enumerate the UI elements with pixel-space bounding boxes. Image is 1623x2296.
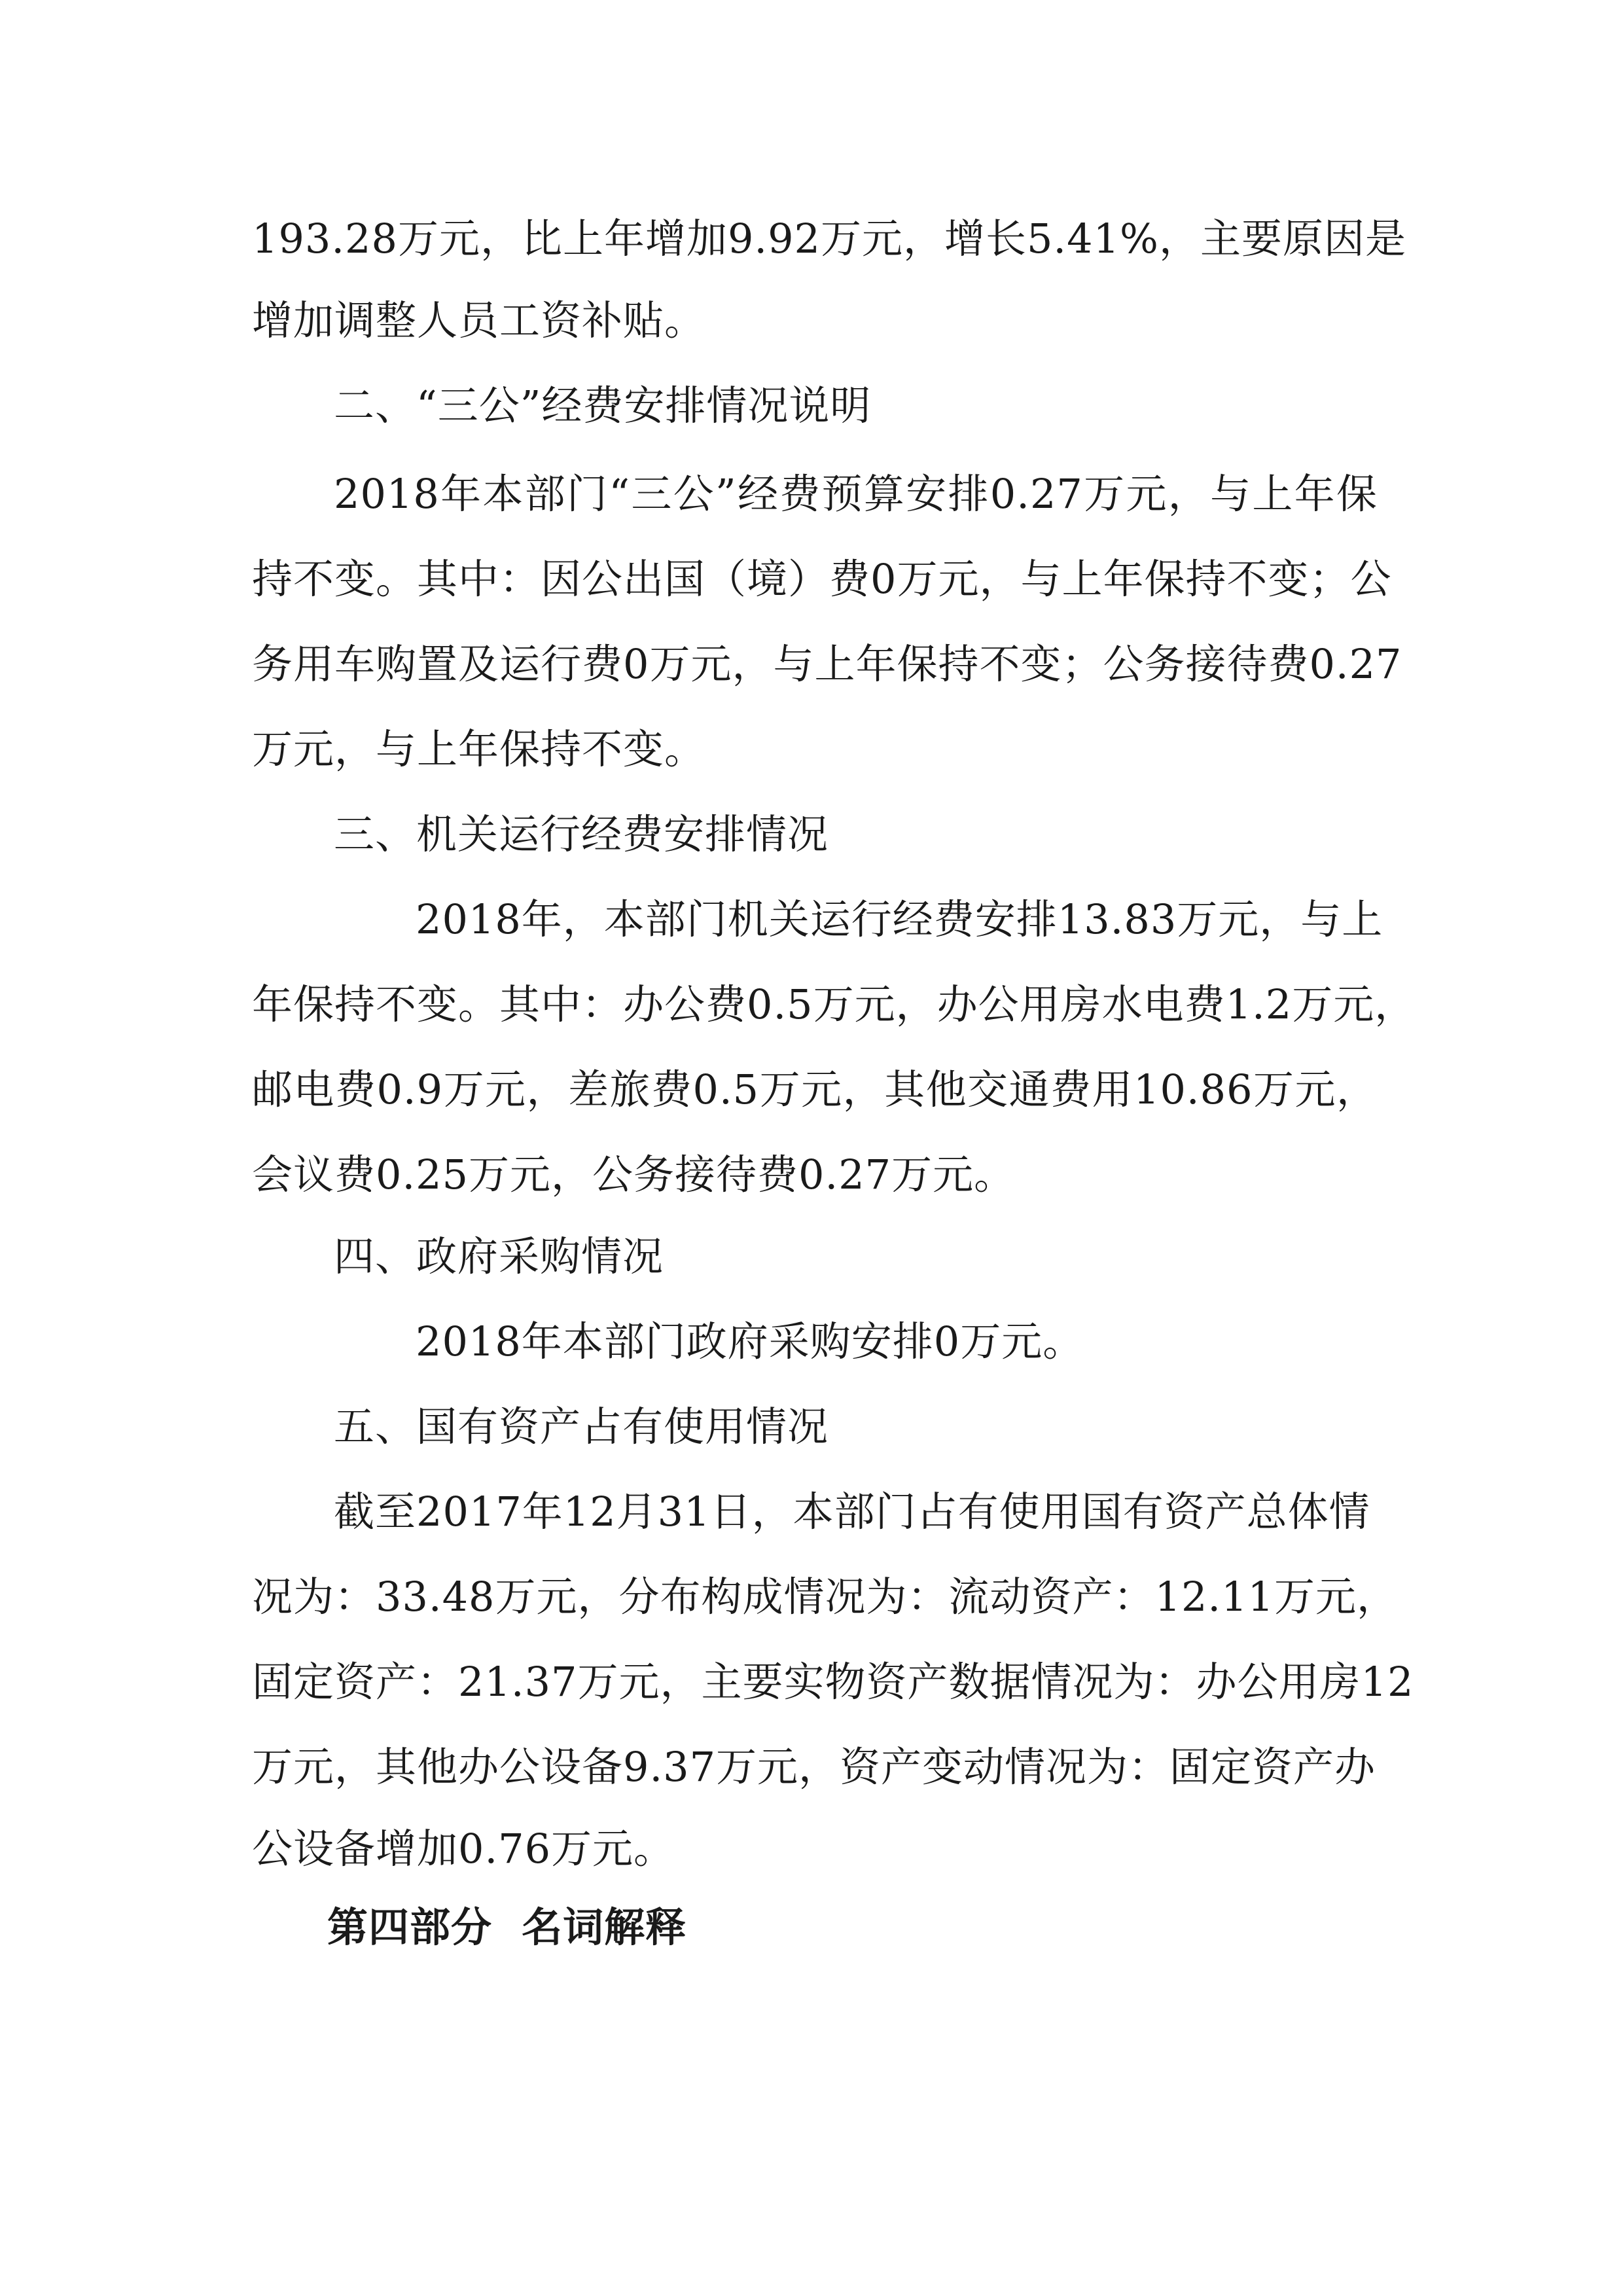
section-heading-3: 三、机关运行经费安排情况 bbox=[334, 810, 829, 858]
body-text-line: 邮电费0.9万元，差旅费0.5万元，其他交通费用10.86万元， bbox=[252, 1066, 1378, 1113]
body-text-line: 会议费0.25万元，公务接待费0.27万元。 bbox=[252, 1151, 1016, 1198]
body-text-line: 万元，其他办公设备9.37万元，资产变动情况为：固定资产办 bbox=[252, 1743, 1376, 1791]
body-text-line: 务用车购置及运行费0万元，与上年保持不变；公务接待费0.27 bbox=[252, 640, 1402, 688]
body-text-line: 2018年本部门“三公”经费预算安排0.27万元，与上年保 bbox=[334, 470, 1378, 518]
body-text-line: 况为：33.48万元，分布构成情况为：流动资产：12.11万元， bbox=[252, 1573, 1398, 1621]
section-heading-4: 四、政府采购情况 bbox=[334, 1232, 664, 1280]
body-text-line: 2018年本部门政府采购安排0万元。 bbox=[416, 1318, 1084, 1365]
body-text-line: 2018年，本部门机关运行经费安排13.83万元，与上 bbox=[416, 895, 1383, 943]
body-text-line: 年保持不变。其中：办公费0.5万元，办公用房水电费1.2万元， bbox=[252, 980, 1416, 1028]
body-text-line: 增加调整人员工资补贴。 bbox=[252, 296, 706, 344]
body-text-line: 截至2017年12月31日，本部门占有使用国有资产总体情 bbox=[334, 1488, 1370, 1535]
body-text-line: 公设备增加0.76万元。 bbox=[252, 1825, 675, 1873]
body-text-line: 持不变。其中：因公出国（境）费0万元，与上年保持不变；公 bbox=[252, 555, 1392, 603]
body-text-line: 固定资产：21.37万元，主要实物资产数据情况为：办公用房12 bbox=[252, 1658, 1414, 1706]
section-heading-2: 二、“三公”经费安排情况说明 bbox=[334, 382, 872, 429]
body-text-line: 193.28万元，比上年增加9.92万元，增长5.41%，主要原因是 bbox=[252, 215, 1406, 262]
section-heading-5: 五、国有资产占有使用情况 bbox=[334, 1403, 829, 1450]
part-heading: 第四部分 名词解释 bbox=[327, 1903, 687, 1951]
body-text-line: 万元，与上年保持不变。 bbox=[252, 725, 706, 773]
